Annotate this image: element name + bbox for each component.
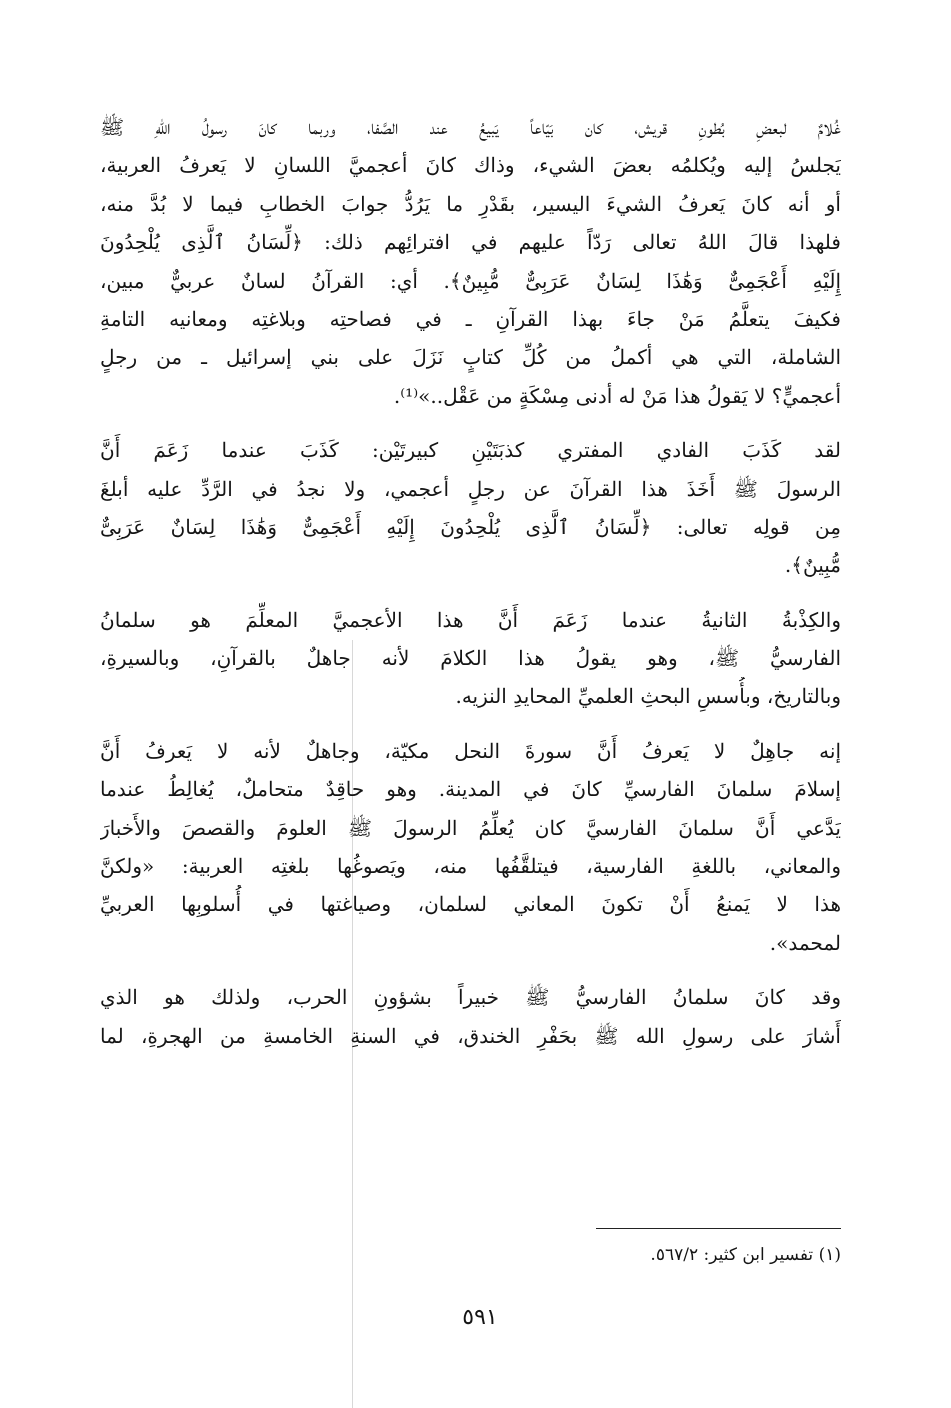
text-line: يَدَّعي أَنَّ سلمانَ الفارسيَّ كان يُعلِّمُ الرسولَ ﷺ العلومَ والقصصَ والأَخبارَ xyxy=(100,815,841,840)
text-line: مُّبِينٌ﴾. xyxy=(784,553,841,578)
page-number: ٥٩١ xyxy=(462,1305,498,1330)
text-line: لمحمد». xyxy=(769,930,841,955)
paragraph-4 xyxy=(100,732,841,962)
text-line: أعجميٍّ؟ لا يَقولُ هذا مَنْ له أدنى مِسْكَةٍ من عَقْل..»⁽¹⁾. xyxy=(393,383,841,408)
text-line: فكيفَ يتعلَّمُ مَنْ جاءَ بهذا القرآنِ ـ في فصاحتِه وبلاغتِه ومعانيه التامةِ xyxy=(100,306,841,331)
text-line: الرسولَ ﷺ أَخَذَ هذا القرآنَ عن رجلٍ أعجمي، ولا نجدُ في الرَّدِّ عليه أبلغَ xyxy=(100,476,841,501)
text-line: أو أنه كانَ يَعرفُ الشيءَ اليسير، بقَدْرِ ما يَرُدُّ جوابَ الخطابِ فيما لا بُدَّ منه، xyxy=(100,191,841,216)
text-line: الشاملة، التي هي أكملُ من كُلِّ كتابٍ نَزَلَ على بني إسرائيل ـ من رجلٍ xyxy=(100,345,841,370)
text-line: هذا لا يَمنعُ أَنْ تكونَ المعاني لسلمان، وصياغتها في أُسلوبِها العربيِّ xyxy=(100,892,841,917)
text-line: إنه جاهِلٌ لا يَعرفُ أَنَّ سورةَ النحل مكيّة، وجاهلٌ لأنه لا يَعرفُ أَنَّ xyxy=(100,738,841,763)
text-line: غُلامٌ لبعضِ بُطونِ قريش، كان بَيّاعاً يَبيعُ عند الصَّفا، وربما كانَ رسولُ اللهِ ﷺ xyxy=(100,115,841,139)
text-line: الفارسيُّ ﷺ، وهو يقولُ هذا الكلامَ لأنه جاهلٌ بالقرآنِ، وبالسيرةِ، xyxy=(100,646,841,671)
footnote-separator xyxy=(596,1228,841,1229)
text-line: أَشارَ على رسولِ الله ﷺ بحَفْرِ الخندق، في السنةِ الخامسةِ من الهجرةِ، لما xyxy=(100,1023,841,1048)
footnote: (١) تفسير ابن كثير: ٥٦٧/٢. xyxy=(650,1245,841,1265)
paragraph-5 xyxy=(100,978,841,1055)
paragraph-1 xyxy=(100,108,841,415)
text-line: لقد كَذَبَ الفادي المفتري كذبَتَيْنِ كبيرتَيْن: كَذَبَ عندما زَعَمَ أَنَّ xyxy=(100,438,841,463)
text-line: وبالتاريخ، وبأُسسِ البحثِ العلميِّ المحايدِ النزيه. xyxy=(455,684,841,709)
paragraph-3 xyxy=(100,601,841,716)
text-line: إِلَيْهِ أَعْجَمِىٌّ وَهَٰذَا لِسَانٌ عَرَبِىٌّ مُّبِينٌ﴾. أي: القرآنُ لسانٌ عربيٌّ مبين، xyxy=(100,268,841,293)
text-line: مِن قولِه تعالى: ﴿لِّسَانُ ٱلَّذِى يُلْحِدُونَ إِلَيْهِ أَعْجَمِىٌّ وَهَٰذَا لِسَانٌ عَرَبِىٌّ xyxy=(100,514,841,539)
paragraph-2 xyxy=(100,431,841,585)
text-line: والمعاني، باللغةِ الفارسية، فيتلقَّفُها منه، ويَصوغُها بلغتِه العربية: «ولكنَّ xyxy=(100,854,841,879)
text-line: إسلامَ سلمانَ الفارسيِّ كانَ في المدينة. وهو حاقِدٌ متحاملٌ، يُغالِطُ عندما xyxy=(100,777,841,802)
text-line: وقد كانَ سلمانُ الفارسيُّ ﷺ خبيراً بشؤونِ الحرب، ولذلك هو الذي xyxy=(100,985,841,1010)
text-line: فلهذا قالَ اللهُ تعالى رَدّاً عليهم في افترائِهم ذلك: ﴿لِّسَانُ ٱلَّذِى يُلْحِدُونَ xyxy=(100,230,841,255)
text-line: يَجلسُ إليه ويُكلمُه بعضَ الشيء، وذاك كانَ أعجميَّ اللسانِ لا يَعرفُ العربية، xyxy=(100,153,841,178)
main-text xyxy=(100,108,841,1071)
text-line: والكِذْبةُ الثانيةُ عندما زَعَمَ أَنَّ هذا الأعجميَّ المعلِّمَ هو سلمانُ xyxy=(100,607,841,632)
